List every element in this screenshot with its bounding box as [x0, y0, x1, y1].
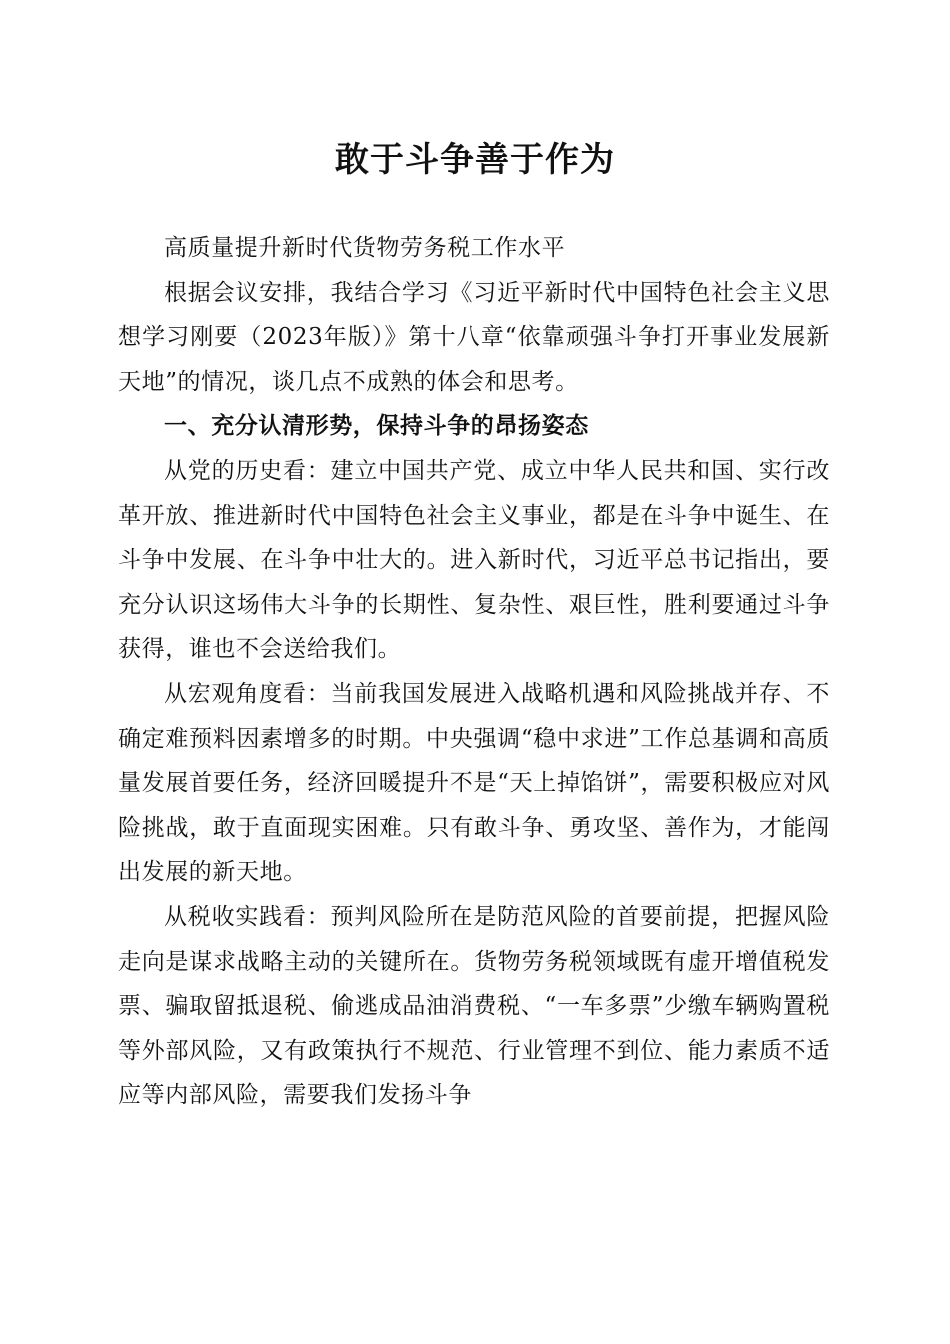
document-subtitle: 高质量提升新时代货物劳务税工作水平	[164, 235, 566, 261]
paragraph-history: 从党的历史看：建立中国共产党、成立中华人民共和国、实行改革开放、推进新时代中国特色社会主义事业，都是在斗争中诞生、在斗争中发展、在斗争中壮大的。进入新时代，习近平总书记指出，要充分认识这场伟大斗争的长期性、复杂性、艰巨性，胜利要通过斗争获得，谁也不会送给我们。	[118, 457, 830, 663]
document-body	[118, 226, 830, 1118]
paragraph-tax-practice: 从税收实践看：预判风险所在是防范风险的首要前提，把握风险走向是谋求战略主动的关键所在。货物劳务税领域既有虚开增值税发票、骗取留抵退税、偷逃成品油消费税、“一车多票”少缴车辆购置税等外部风险，又有政策执行不规范、行业管理不到位、能力素质不适应等内部风险，需要我们发扬斗争	[118, 903, 830, 1109]
document-title: 敢于斗争善于作为	[335, 140, 615, 180]
paragraph-macro: 从宏观角度看：当前我国发展进入战略机遇和风险挑战并存、不确定难预料因素增多的时期。中央强调“稳中求进”工作总基调和高质量发展首要任务，经济回暖提升不是“天上掉馅饼”，需要积极应对风险挑战，敢于直面现实困难。只有敢斗争、勇攻坚、善作为，才能闯出发展的新天地。	[118, 680, 830, 886]
intro-paragraph: 根据会议安排，我结合学习《习近平新时代中国特色社会主义思想学习刚要（2023年版）》第十八章“依靠顽强斗争打开事业发展新天地”的情况，谈几点不成熟的体会和思考。	[118, 279, 830, 395]
section-heading-1: 一、充分认清形势，保持斗争的昂扬姿态	[164, 412, 589, 440]
